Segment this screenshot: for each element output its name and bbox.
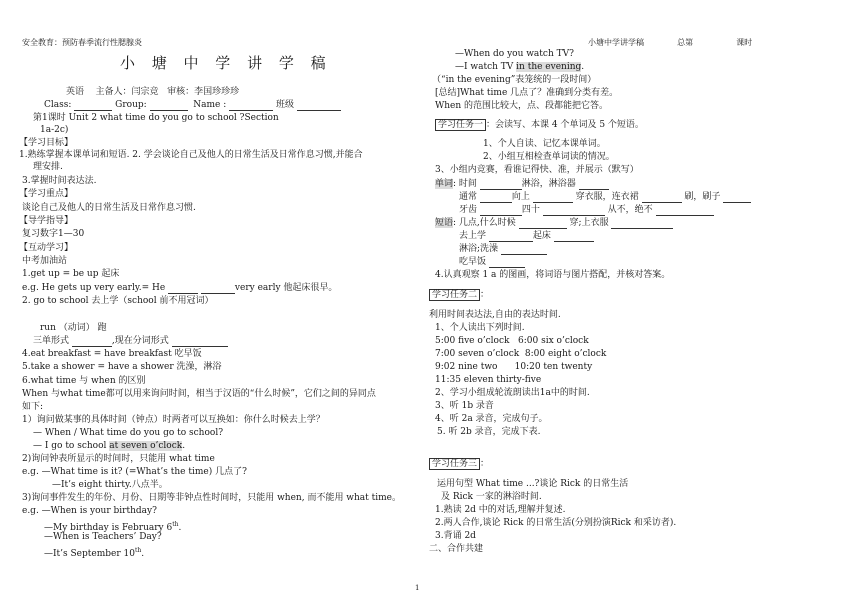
key-heading: 【学习重点】: [19, 189, 74, 199]
word-usually: 通常: [459, 192, 478, 202]
participle-label: ,现在分词形式: [111, 336, 169, 346]
dialog-line-2: [455, 62, 584, 73]
point-6-3: 3)询问事件发生的年份、月份、日期等非钟点性时间时，只能用 when, 而不能用 what time。: [22, 493, 402, 503]
ordinal-suffix: th: [172, 521, 179, 528]
task-2-colon: ：: [480, 290, 490, 300]
blank[interactable]: [480, 180, 522, 190]
phrase-take-shower: 淋浴;洗澡: [459, 244, 499, 254]
phrase-go-to-school: 去上学: [459, 231, 487, 241]
words-line-3: [459, 205, 714, 216]
task-2-step-2: 2、学习小组成轮流朗读出1a中的时间.: [435, 388, 590, 398]
third-person-label: 三单形式: [33, 336, 70, 346]
phrase-eat-breakfast: 吃早饭: [459, 257, 487, 267]
task-1-step-2: 2、小组互相检查单词读的情况。: [483, 152, 615, 162]
highlighted-phrase: in the evening: [516, 62, 582, 72]
point-6-3a: e.g. —When is your birthday?: [22, 506, 157, 516]
blank[interactable]: [533, 193, 573, 203]
name-blank[interactable]: [229, 101, 273, 111]
goal-heading: 【学习目标】: [19, 138, 74, 148]
safety-header: 安全教育：预防春季流行性腮腺炎: [22, 38, 142, 47]
blank[interactable]: [501, 245, 547, 255]
name-label: Name :: [193, 100, 227, 110]
point-6-2a: e.g. —What time is it? (=What’s the time) 几点了?: [22, 467, 247, 477]
word-up: 向上: [511, 192, 530, 202]
task-3-step-1: 运用句型 What time ...?谈论 Rick 的日常生活: [437, 479, 629, 489]
task-1-step-4: 4.认真观察 1 a 的图画，将词语与图片搭配，并核对答案。: [435, 270, 671, 280]
words-line-2: [459, 192, 751, 203]
summary-line-1: [总结]What time 几点了？准确到分类有差。: [435, 88, 619, 98]
point-6-desc: When 与what time都可以用来询问时间，相当于汉语的“什么时候”，它们之间的异同点: [22, 389, 376, 399]
phrases-line-3: [459, 244, 547, 255]
phrases-line-1: [435, 218, 673, 229]
point-2: 2. go to school 去上学（school 前不用冠词）: [22, 296, 214, 306]
dialog-post: .: [581, 62, 585, 72]
task-2-step-5: 5. 听 2b 录音，完成下表.: [437, 427, 541, 437]
task-2-step-1: 1、个人读出下列时间.: [435, 323, 525, 333]
class-blank[interactable]: [74, 101, 112, 111]
task-1-label: 学习任务一: [435, 119, 486, 131]
blank[interactable]: [489, 232, 533, 242]
key-text: 谈论自己及他人的日常生活及日常作息习惯.: [22, 203, 196, 213]
task-2-intro: 利用时间表达法,自由的表达时间.: [429, 310, 561, 320]
teachers-day-text: —It’s September 10: [44, 549, 135, 559]
interactive-heading: 【互动学习】: [19, 243, 74, 253]
interactive-sub: 中考加油站: [22, 256, 68, 266]
times-row-4: 11:35 eleven thirty-five: [435, 375, 542, 385]
dialog-pre: —I watch TV: [455, 62, 517, 72]
cooperation-heading: 二、合作共建: [429, 544, 484, 554]
word-teeth: 牙齿: [459, 205, 478, 215]
task-1-text: ：会读写、本课 4 个单词及 5 个短语。: [486, 120, 644, 130]
blank[interactable]: [611, 219, 673, 229]
task-3-step-3: 2.两人合作,谈论 Rick 的日常生活(分别扮演Rick 和采访者).: [435, 518, 677, 528]
point-4: 4.eat breakfast = have breakfast 吃早饭: [22, 349, 202, 359]
word-dress: 穿衣服，连衣裙: [575, 192, 639, 202]
point-3-forms: [33, 336, 228, 347]
highlighted-phrase: at seven o’clock: [109, 441, 183, 451]
goal-3: 3.掌握时间表达法.: [22, 176, 97, 186]
blank[interactable]: [579, 180, 609, 190]
blank[interactable]: [480, 193, 512, 203]
point-6-1: 1）询问做某事的具体时间（钟点）时两者可以互换如：你什么时候去上学？: [22, 415, 325, 425]
grade-blank[interactable]: [297, 101, 341, 111]
task-1-line: [435, 120, 644, 131]
blank[interactable]: [543, 206, 605, 216]
period: .: [178, 523, 182, 533]
blank[interactable]: [554, 232, 594, 242]
dialog-line-1: —When do you watch TV?: [455, 49, 574, 59]
word-forty: 四十: [521, 205, 540, 215]
class-label: Class:: [44, 100, 72, 110]
times-row-1: 5:00 five o’clock 6:00 six o’clock: [435, 336, 589, 346]
task-1-step-1: 1、个人自读、记忆本课单词。: [483, 139, 606, 149]
preparer: 主备人：闫宗竞: [95, 87, 159, 97]
phrases-line-2: [459, 231, 594, 242]
participle-blank[interactable]: [172, 337, 228, 347]
point-6-3d: [44, 545, 144, 560]
total-label: 总第: [677, 38, 694, 47]
lesson-line-1: 第1课时 Unit 2 what time do you go to school ?Section: [33, 113, 279, 123]
task-3-colon: ：: [480, 459, 490, 469]
group-label: Group:: [115, 100, 147, 110]
times-row-2: 7:00 seven o’clock 8:00 eight o’clock: [435, 349, 607, 359]
words-line-1: [435, 179, 609, 190]
word-never: 从不，绝不: [607, 205, 653, 215]
phrases-label: 短语: [435, 218, 454, 228]
point-6-desc-2: 如下:: [22, 402, 44, 412]
point-6-2: 2)询问钟表所显示的时间时，只能用 what time: [22, 454, 215, 464]
point-1-example: [22, 283, 337, 294]
group-blank[interactable]: [150, 101, 188, 111]
point-6-2b: —It’s eight thirty.八点半。: [52, 480, 168, 490]
point-6-1b: [33, 441, 185, 452]
goal-1: 1.熟练掌握本课单词和短语. 2. 学会谈论自己及他人的日常生活及日常作息习惯,并能合: [19, 150, 363, 160]
blank[interactable]: [489, 258, 525, 268]
task-2-label: 学习任务二: [429, 289, 480, 301]
reviewer: 审核：李国珍珍珍: [167, 87, 240, 97]
page-number: 1: [415, 584, 420, 592]
grade-label: 班级: [276, 100, 295, 110]
point-6: 6.what time 与 when 的区别: [22, 376, 146, 386]
times-row-3: 9:02 nine two 10:20 ten twenty: [435, 362, 593, 372]
point-3: run （动词） 跑: [40, 323, 107, 333]
blank[interactable]: [519, 219, 567, 229]
word-brush: 刷，刷子: [684, 192, 721, 202]
words-label: 单词: [435, 179, 454, 189]
word-shower: 淋浴，淋浴器: [521, 179, 576, 189]
point-6-3c: —When is Teachers’ Day?: [44, 532, 162, 542]
example-blank-1[interactable]: [168, 284, 198, 294]
task-3-step-4: 3.背诵 2d: [435, 531, 476, 541]
task-1-step-3: 3、小组内竞赛，看谁记得快、准，并展示（默写）: [435, 165, 639, 175]
phrase-get-up: 起床: [532, 231, 551, 241]
point-5: 5.take a shower = have a shower 洗澡，淋浴: [22, 362, 222, 372]
lesson-line-2: 1a-2c): [40, 125, 69, 135]
point-6-1a: — When / What time do you go to school?: [33, 428, 224, 438]
task-2-line: [429, 290, 489, 301]
example-text-a: e.g. He gets up very early.= He: [22, 283, 166, 293]
task-3-label: 学习任务三: [429, 458, 480, 470]
school-name: 小塘中学讲学稿: [588, 38, 644, 47]
task-3-step-2: 1.熟读 2d 中的对话,理解并复述.: [435, 505, 566, 515]
example-blank-2[interactable]: [201, 284, 235, 294]
period: .: [141, 549, 145, 559]
page-title: 小 塘 中 学 讲 学 稿: [120, 54, 332, 72]
note-line: （“in the evening”表笼统的一段时间）: [432, 75, 597, 85]
task-3-line: [429, 459, 489, 470]
sentence-pre: — I go to school: [33, 441, 110, 451]
task-2-step-4: 4、听 2a 录音，完成句子。: [435, 414, 548, 424]
ordinal-suffix: th: [134, 547, 142, 554]
example-text-b: very early 他起床很早。: [234, 283, 338, 293]
phrase-what-time: : 几点,什么时候: [453, 218, 516, 228]
right-header: [588, 37, 752, 48]
guide-heading: 【导学指导】: [19, 216, 74, 226]
guide-text: 复习数字1—30: [22, 229, 85, 239]
task-3-step-1b: 及 Rick 一家的淋浴时间.: [441, 492, 542, 502]
student-info-line: [44, 100, 341, 111]
info-line: [66, 87, 239, 98]
blank[interactable]: [656, 206, 714, 216]
summary-line-2: When 的范围比较大，点、段都能把它答。: [435, 101, 609, 111]
word-time: : 时间: [453, 179, 477, 189]
lesson-label: 课时: [736, 38, 753, 47]
phrase-get-dressed: 穿;上衣服: [569, 218, 609, 228]
blank[interactable]: [642, 193, 682, 203]
phrases-line-4: [459, 257, 525, 268]
third-person-blank[interactable]: [72, 337, 112, 347]
point-1: 1.get up = be up 起床: [22, 269, 120, 279]
subject: 英语: [66, 87, 85, 97]
task-2-step-3: 3、听 1b 录音: [435, 401, 494, 411]
blank[interactable]: [723, 193, 751, 203]
sentence-post: .: [182, 441, 186, 451]
goal-1b: 理安排.: [33, 162, 63, 172]
birthday-text: —My birthday is February 6: [44, 523, 173, 533]
blank[interactable]: [480, 206, 522, 216]
